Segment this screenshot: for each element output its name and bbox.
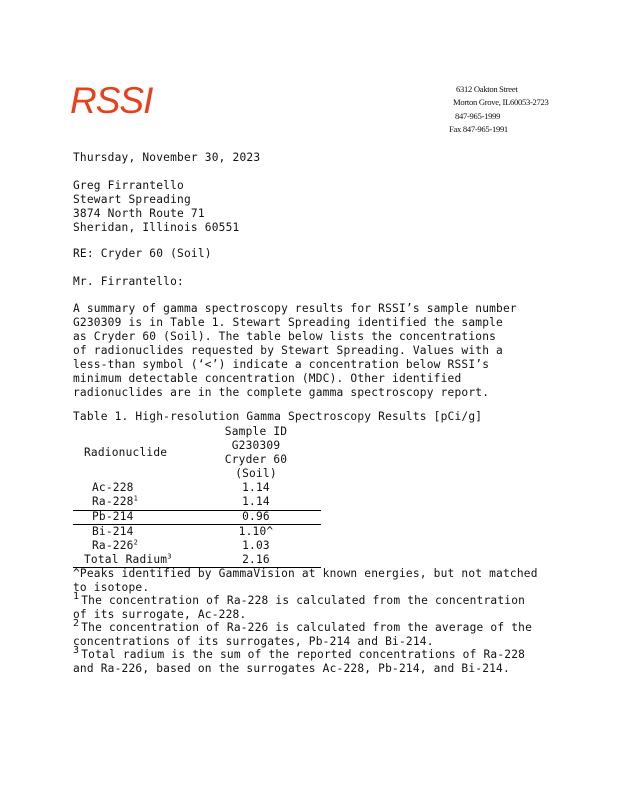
footnote-1: [73, 591, 543, 621]
table-row-label: [84, 553, 172, 567]
table-row-value: 1.03: [242, 539, 270, 552]
body-line: G230309 is in Table 1. Stewart Spreading identified the sample: [73, 316, 503, 329]
body-line: minimum detectable concentration (MDC). Other identified: [73, 372, 462, 385]
row-sup: 3: [167, 552, 172, 561]
table-row-value: 1.14: [242, 495, 270, 508]
row-name: Bi-214: [92, 525, 134, 538]
body-line: radionuclides are in the complete gamma spectroscopy report.: [73, 386, 490, 399]
recipient-street: 3874 North Route 71: [73, 207, 205, 220]
table-row-label: [92, 510, 134, 524]
address-city: Morton Grove, IL60053-2723: [453, 97, 549, 107]
col-header-line: G230309: [231, 439, 281, 452]
salutation: Mr. Firrantello:: [73, 275, 184, 288]
body-line: of radionuclides requested by Stewart Spreading. Values with a: [73, 344, 503, 357]
col-header-line: Sample ID: [224, 425, 288, 438]
footnote-text: The concentration of Ra-226 is calculated from the average of the concentrations of its surrogates, Pb-214 and Bi-214.: [73, 621, 533, 648]
row-name: Total Radium: [84, 553, 168, 566]
col-header-line: Cryder 60: [224, 453, 288, 466]
footnote-number: 1: [73, 591, 80, 603]
row-sup: 1: [133, 494, 139, 503]
body-line: as Cryder 60 (Soil). The table below lists the concentrations: [73, 330, 497, 343]
table-row-label: [92, 539, 138, 553]
footnote-number: 2: [73, 618, 80, 630]
row-name: Ra-228: [92, 495, 134, 508]
table-row-value: 0.96: [242, 510, 270, 523]
recipient-city: Sheridan, Illinois 60551: [73, 221, 240, 234]
address-phone: 847-965-1999: [455, 111, 501, 121]
recipient-company: Stewart Spreading: [73, 193, 191, 206]
body-paragraph: [73, 302, 517, 400]
address-street: 6312 Oakton Street: [456, 84, 518, 94]
table-title: Table 1. High-resolution Gamma Spectroscopy Results [pCi/g]: [73, 410, 483, 423]
body-line: A summary of gamma spectroscopy results for RSSI’s sample number: [73, 302, 517, 315]
footnote-text: Total radium is the sum of the reported concentrations of Ra-228 and Ra-226, based on the surrogates Ac-228, Pb-214, and Bi-214.: [73, 648, 526, 675]
table-row-value: 1.14: [242, 481, 270, 494]
table-row-label: [92, 525, 134, 539]
row-sup: 2: [133, 538, 139, 547]
recipient-name: Greg Firrantello: [73, 179, 184, 192]
company-logo: RSSI: [70, 80, 153, 121]
row-name: Ac-228: [92, 481, 134, 494]
re-line: RE: Cryder 60 (Soil): [73, 247, 212, 260]
body-line: less-than symbol (‘<’) indicate a concentration below RSSI’s: [73, 358, 490, 371]
address-fax: Fax 847-965-1991: [449, 124, 508, 134]
row-name: Ra-226: [92, 539, 134, 552]
footnote-3: [73, 645, 543, 675]
col-header-line: (Soil): [235, 467, 277, 480]
table-row-label: [92, 481, 134, 495]
footnote-2: [73, 618, 543, 648]
col-header-sample: [214, 425, 298, 481]
footnote-caret: ^Peaks identified by GammaVision at known energies, but not matched to isotope.: [73, 567, 538, 594]
row-name: Pb-214: [92, 510, 134, 523]
table-row-label: [92, 495, 138, 509]
table-row-value: 2.16: [242, 553, 270, 566]
table-row-value: 1.10^: [238, 525, 274, 538]
col-header-radionuclide: Radionuclide: [84, 446, 168, 459]
recipient-block: [73, 179, 239, 235]
letter-date: Thursday, November 30, 2023: [73, 151, 261, 164]
footnote-text: The concentration of Ra-228 is calculated from the concentration of its surrogate, Ac-228.: [73, 594, 526, 621]
footnote-number: 3: [73, 645, 80, 657]
